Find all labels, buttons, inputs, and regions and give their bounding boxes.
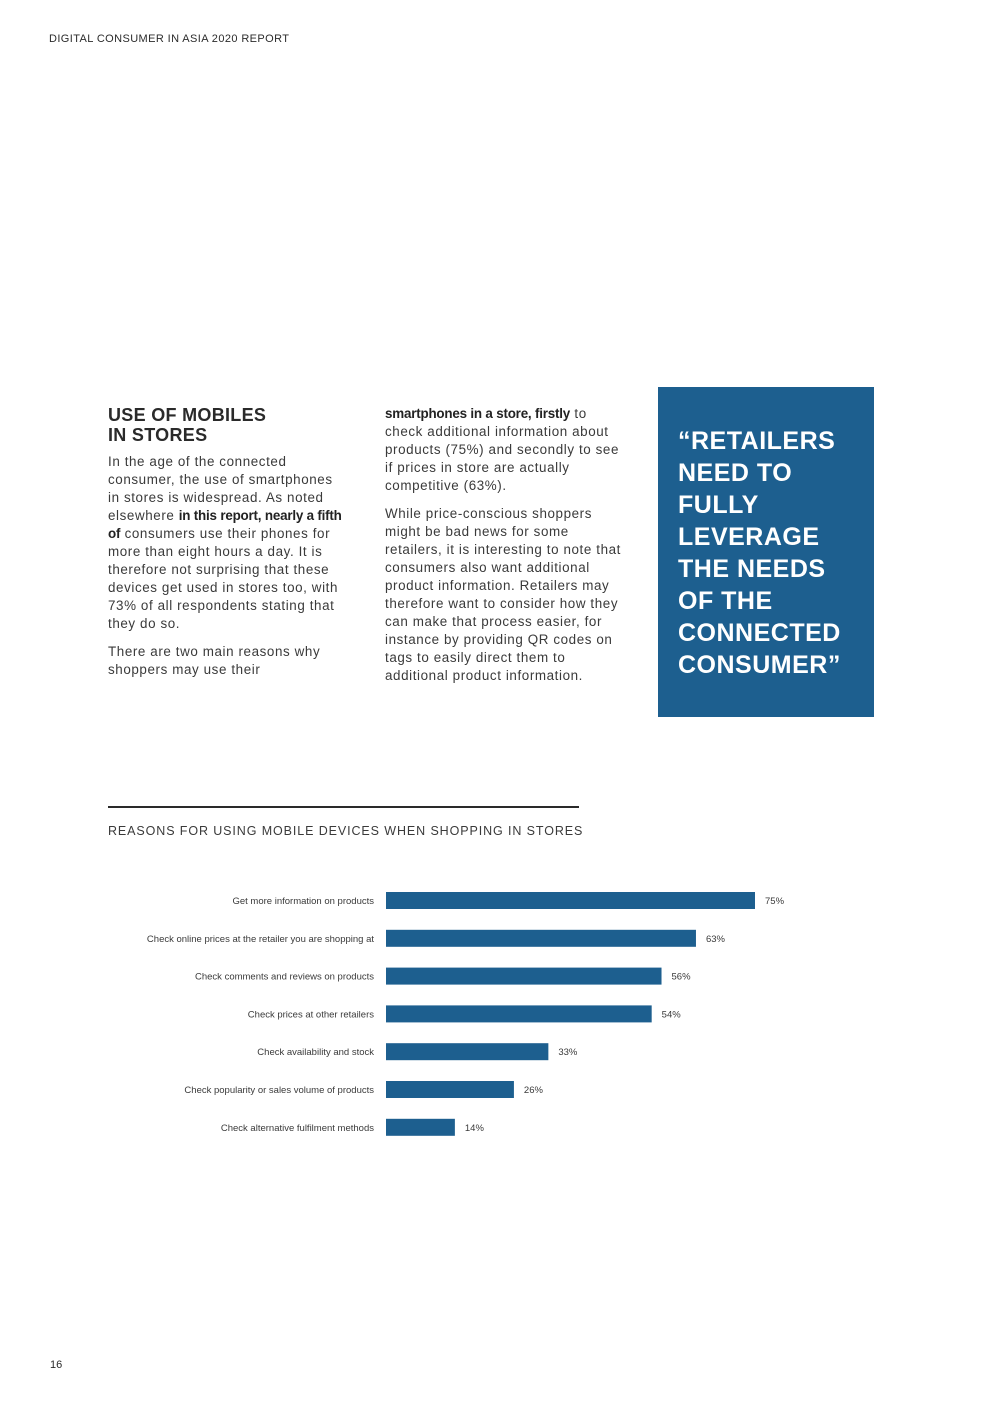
bar (386, 1081, 514, 1098)
page-number: 16 (50, 1359, 63, 1371)
paragraph-1 (108, 453, 348, 633)
section-heading-line2: IN STORES (108, 425, 208, 445)
report-header: DIGITAL CONSUMER IN ASIA 2020 REPORT (49, 33, 290, 45)
bar (386, 930, 696, 947)
paragraph-3-emphasis: smartphones in a store, firstly (385, 406, 571, 421)
category-label: Check online prices at the retailer you are shopping at (146, 933, 374, 945)
category-label: Check alternative fulfilment methods (220, 1122, 374, 1134)
paragraph-3 (385, 405, 625, 495)
paragraph-1-end: consumers use their phones for more than eight hours a day. It is therefore not surprising that these devices get used in stores too, with 73% of all respondents stating that they do so. (108, 526, 339, 631)
article-column-left (108, 405, 348, 689)
value-label: 26% (523, 1085, 543, 1096)
bar (386, 892, 755, 909)
paragraph-1-emphasis: in this report, nearly a fifth of (108, 508, 342, 541)
category-label: Check comments and reviews on products (195, 971, 374, 983)
category-label: Check availability and stock (257, 1047, 374, 1059)
value-label: 33% (558, 1047, 578, 1059)
article-column-right (385, 405, 625, 695)
bar (386, 1005, 652, 1022)
value-label: 54% (661, 1009, 681, 1021)
value-label: 14% (464, 1122, 484, 1134)
paragraph-4: While price-conscious shoppers might be bad news for some retailers, it is interesting to note that consumers also want additional product information. Retailers may therefore want to consider how they can make that process easier, for instance by providing QR codes on tags to easily direct them to additional product information. (385, 506, 621, 683)
bar (386, 1119, 455, 1136)
bar (386, 1043, 548, 1060)
value-label: 56% (671, 971, 691, 983)
chart-title: REASONS FOR USING MOBILE DEVICES WHEN SHOPPING IN STORES (108, 824, 584, 838)
value-label: 75% (765, 896, 785, 907)
reasons-bar-chart (100, 880, 840, 1150)
category-label: Check prices at other retailers (247, 1009, 374, 1021)
paragraph-3-body: to check additional information about products (75%) and secondly to see if prices in store are actually competitive (63%). (385, 406, 620, 493)
paragraph-2: There are two main reasons why shoppers may use their (108, 644, 321, 677)
paragraph-1-start: In the age of the connected consumer, the use of smartphones in stores is widespread. As noted elsewhere (108, 454, 333, 523)
bar (386, 968, 662, 985)
pull-quote-text: “RETAILERS NEED TO FULLY LEVERAGE THE NEEDS OF THE CONNECTED CONSUMER” (678, 427, 841, 679)
category-label: Get more information on products (232, 896, 374, 907)
pull-quote-box (658, 387, 874, 717)
category-label: Check popularity or sales volume of products (184, 1085, 374, 1096)
section-heading (108, 405, 348, 445)
chart-divider (108, 806, 579, 808)
section-heading-line1: USE OF MOBILES (108, 405, 267, 425)
value-label: 63% (705, 933, 725, 945)
